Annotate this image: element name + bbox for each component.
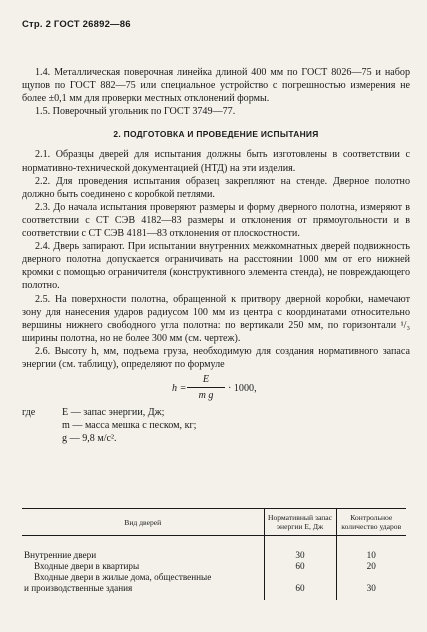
legend-gravity: g — 9,8 м/с². [62,433,117,445]
page-header: Стр. 2 ГОСТ 26892—86 [22,19,131,30]
table-row-continuation [22,583,406,594]
row-door-type-text: Входные двери в квартиры [34,560,140,571]
paragraph-2-6: 2.6. Высоту h, мм, подъема груза, необходимую для создания нормативного запаса энергии (см. таблицу), определяют по формуле [22,345,410,370]
row-hits: 10 [336,550,406,561]
header-door-type: Вид дверей [22,509,264,536]
legend-label: где [22,407,36,419]
height-formula [22,372,410,406]
paragraph-1-5: 1.5. Поверочный угольник по ГОСТ 3749—77. [35,106,236,118]
section-title: 2. ПОДГОТОВКА И ПРОВЕДЕНИЕ ИСПЫТАНИЯ [113,129,319,140]
paragraph-2-4: 2.4. Дверь запирают. При испытании внутренних межкомнатных дверей подвижность дверного полотна допускается ограничивать на расстоянии 1000 мм от его нижней кромки с помощью ограничителя (конструктивного элемента стенда), не повреждающего полотно. [22,241,410,292]
row-hits: 30 [336,583,406,594]
row-door-type [22,561,264,572]
legend-energy: E — запас энергии, Дж; [62,407,165,419]
formula-fraction [187,373,225,402]
document-body [22,66,410,445]
table-row [22,561,406,572]
header-energy: Нормативный запас энергии E, Дж [264,509,336,536]
paragraph-2-1: 2.1. Образцы дверей для испытания должны быть изготовлены в соответствии с нормативно-технической документацией (НТД) на эти изделия. [22,149,410,174]
formula-rhs: · 1000, [228,383,257,395]
energy-table [22,508,406,600]
row-door-type-text: Входные двери в жилые дома, общественные [34,571,212,582]
table-header-row [22,509,406,536]
formula-legend [22,406,410,445]
row-energy: 30 [264,550,336,561]
formula-denominator: m g [198,390,214,402]
row-door-type: Внутренние двери [24,549,97,560]
row-door-type-continuation: и производственные здания [24,582,133,593]
paragraph-2-2: 2.2. Для проведения испытания образец закрепляют на стенде. Дверное полотно должно быть соединено с коробкой петлями. [22,175,410,200]
row-hits: 20 [336,561,406,572]
paragraph-1-4: 1.4. Металлическая поверочная линейка длиной 400 мм по ГОСТ 8026—75 и набор щупов по ГОСТ 882—75 или специальное устройство с погрешностью измерения не более ±0,1 мм для проверки местных отклонений формы. [22,67,410,105]
paragraph-2-5: 2.5. На поверхности полотна, обращенной к притвору дверной коробки, намечают зону для нанесения ударов радиусом 100 мм из центра с координатами относительно вершины нижнего свободного угла полотна: по вертикали 250 мм, по горизонтали ¹/₃ ширины полотна, но не более 300 мм (см. чертеж). [22,293,410,344]
paragraph-2-3: 2.3. До начала испытания проверяют размеры и форму дверного полотна, измеряют в соответствии с СТ СЭВ 4182—83 размеры и отклонения от прямоугольности и в соответствии с СТ СЭВ 4181—83 отклонения от плоскостности. [22,201,410,240]
formula-lhs: h = [172,383,187,395]
header-hits: Контрольное количество ударов [336,509,406,536]
legend-mass: m — масса мешка с песком, кг; [62,420,197,432]
row-energy: 60 [264,583,336,594]
formula-numerator: E [187,373,225,388]
table-row [22,550,406,561]
row-door-type [22,572,264,583]
table-row [22,572,406,583]
row-energy: 60 [264,561,336,572]
